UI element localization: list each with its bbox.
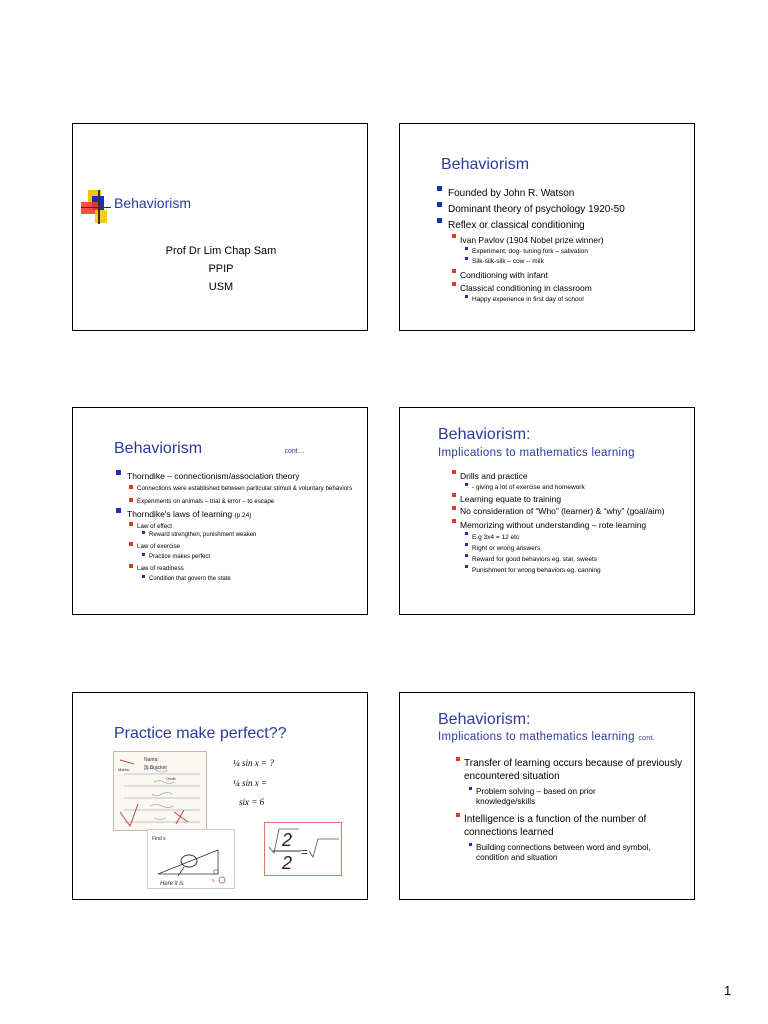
list-item: Memorizing without understanding – rote learning bbox=[450, 519, 690, 532]
list-item: Law of readiness bbox=[127, 564, 363, 573]
bullet-list bbox=[454, 757, 684, 863]
list-item: Experiments on animals – trial & error – to escape bbox=[127, 498, 363, 507]
slide-decoration bbox=[81, 190, 111, 224]
handwriting-sketch bbox=[114, 752, 206, 830]
list-item: Happy experience in first day of school bbox=[464, 295, 690, 305]
fraction-sketch bbox=[265, 823, 341, 875]
slide-4 bbox=[399, 407, 695, 615]
slide-title: Behaviorism bbox=[441, 156, 530, 173]
slide-decoration bbox=[408, 153, 438, 187]
slide-subtitle bbox=[438, 731, 655, 743]
list-item: Thorndike – connectionism/association theory bbox=[113, 470, 363, 483]
worksheet-label: Marks: bbox=[118, 767, 130, 772]
list-item: No consideration of “Who” (learner) & “why” (goal/aim) bbox=[450, 506, 670, 517]
author-univ: USM bbox=[208, 281, 234, 293]
list-item: Experiment: dog- tuning fork – salivation bbox=[464, 247, 690, 257]
slide-title bbox=[114, 440, 305, 458]
fraction-denominator: 2 bbox=[282, 853, 293, 873]
list-item: Law of exercise bbox=[127, 542, 363, 551]
slide-title: Behaviorism: bbox=[438, 426, 531, 443]
slide-subtitle: Implications to mathematics learning bbox=[438, 447, 635, 459]
list-item: Dominant theory of psychology 1920-50 bbox=[434, 202, 690, 218]
author-dept: PPIP bbox=[208, 263, 234, 275]
slide-1 bbox=[72, 123, 368, 331]
sin-equation-image bbox=[233, 753, 293, 815]
svg-text:x: x bbox=[212, 878, 215, 884]
slide-title: Behaviorism: bbox=[438, 711, 531, 728]
slide-decoration bbox=[408, 717, 438, 751]
slide-decoration bbox=[81, 717, 111, 751]
fraction-numerator: 2 bbox=[282, 830, 293, 850]
equation-line: six = 6 bbox=[239, 797, 265, 807]
slide-decoration bbox=[408, 432, 438, 466]
list-item: E.g 3x4 = 12 etc bbox=[464, 532, 690, 543]
list-item: Punishment for wrong behaviors eg. canning bbox=[464, 565, 690, 576]
find-x-label: Find x bbox=[152, 836, 166, 842]
list-item: Connections were established between particular stimuli & voluntary behaviors bbox=[127, 485, 363, 494]
author-block bbox=[73, 242, 368, 296]
fraction-image bbox=[264, 822, 342, 876]
slide-title-text: Behaviorism bbox=[114, 440, 203, 457]
list-item: Practice makes perfect bbox=[141, 553, 363, 562]
slide-title: Practice make perfect?? bbox=[114, 725, 287, 742]
subtitle-note: cont. bbox=[638, 735, 655, 742]
worksheet-label: Nama: bbox=[144, 757, 159, 763]
list-item bbox=[113, 508, 363, 522]
list-item: Ivan Pavlov (1904 Nobel prize winner) bbox=[450, 234, 690, 247]
list-item: Building connections between word and symbol, condition and situation bbox=[468, 843, 676, 863]
list-item-note: (p.24) bbox=[234, 512, 252, 519]
list-item: Silk-silk-silk – cow -- milk bbox=[464, 257, 690, 267]
list-item: Problem solving – based on prior knowledge/skills bbox=[468, 787, 646, 807]
list-item: Reward strengthen, punishment weaken bbox=[141, 531, 363, 540]
bullet-list bbox=[450, 470, 690, 576]
slide-2 bbox=[399, 123, 695, 331]
equation-line: ¼ sin x = ? bbox=[233, 758, 274, 768]
list-item: Classical conditioning in classroom bbox=[450, 282, 690, 295]
author-name: Prof Dr Lim Chap Sam bbox=[165, 245, 277, 257]
handwritten-answer: Here it is bbox=[160, 881, 184, 887]
slide-6 bbox=[399, 692, 695, 900]
find-x-image bbox=[147, 829, 235, 889]
equation-line: ¼ sin x = bbox=[233, 778, 268, 788]
triangle-sketch bbox=[148, 830, 234, 888]
bullet-list bbox=[434, 186, 690, 305]
list-item: Right or wrong answers bbox=[464, 543, 690, 554]
list-item: Drills and practice bbox=[450, 470, 690, 483]
list-item: Reward for good behaviors eg. star, sweets bbox=[464, 554, 690, 565]
worksheet-image bbox=[113, 751, 207, 831]
page-number: 1 bbox=[724, 983, 732, 998]
slide-decoration bbox=[81, 437, 111, 471]
list-item-text: Thorndike's laws of learning bbox=[127, 509, 233, 519]
title-note: cont… bbox=[284, 448, 305, 455]
worksheet-label: Ondit bbox=[166, 776, 176, 781]
slide-5 bbox=[72, 692, 368, 900]
list-item: - giving a lot of exercise and homework bbox=[464, 483, 690, 493]
equals-sign: = bbox=[301, 845, 309, 859]
list-item: Law of effect bbox=[127, 522, 363, 531]
list-item: Reflex or classical conditioning bbox=[434, 218, 690, 234]
slide-title: Behaviorism bbox=[114, 195, 192, 211]
list-item: Conditioning with infant bbox=[450, 269, 690, 282]
list-item: Condition that govern the state bbox=[141, 575, 363, 584]
list-item: Learning equate to training bbox=[450, 493, 690, 506]
slide-3 bbox=[72, 407, 368, 615]
list-item: Founded by John R. Watson bbox=[434, 186, 690, 202]
list-item: Intelligence is a function of the number of connections learned bbox=[454, 813, 684, 839]
bullet-list bbox=[113, 470, 363, 584]
list-item: Transfer of learning occurs because of previously encountered situation bbox=[454, 757, 684, 783]
slide-subtitle-text: Implications to mathematics learning bbox=[438, 731, 635, 743]
worksheet-label: 9) Bracket bbox=[144, 765, 167, 771]
